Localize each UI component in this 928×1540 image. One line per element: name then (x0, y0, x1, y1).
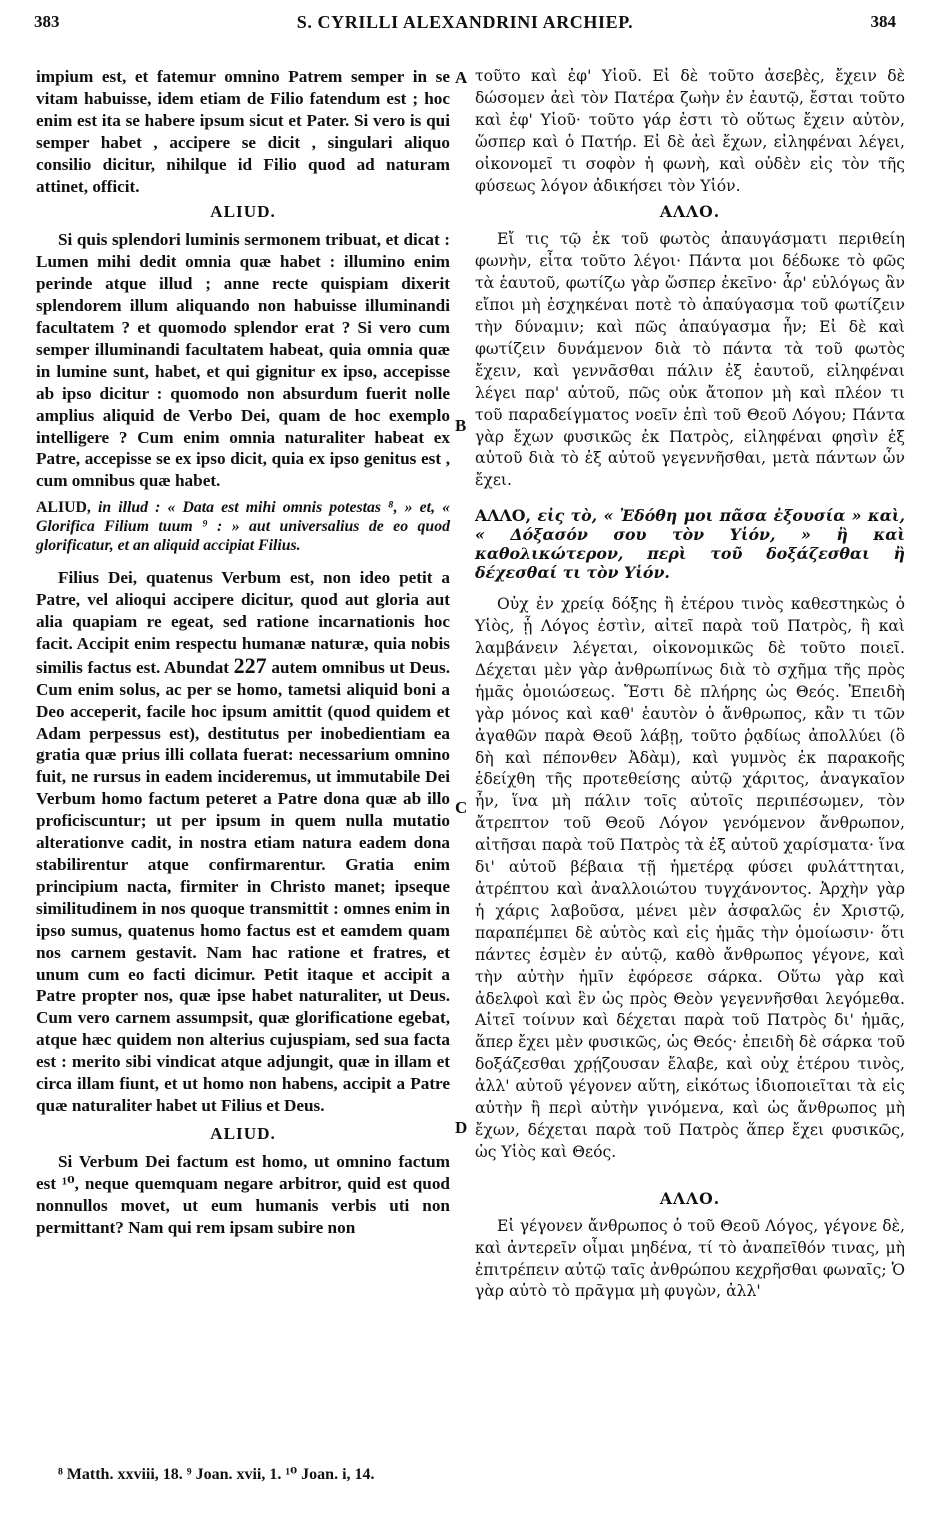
greek-paragraph-1: τοῦτο καὶ ἐφ' Υἱοῦ. Εἰ δὲ τοῦτο ἀσεβὲς, ἔχειν δὲ δώσομεν ἀεὶ τὸν Πατέρα ζωὴν ἐν ἑαυτῷ, ἔσται τοῦτο καὶ ἐφ' Υἱοῦ· τοῦτο γάρ ἐστι τὸ οὕτως ἔχειν αὐτὸν, ὥσπερ καὶ ὁ Πατήρ. Εἰ δὲ ἀεὶ ἔχων, εἰληφέναι λέγει, οἰκονομεῖ τι σοφὸν ἡ φωνὴ, καὶ οὐδὲν εἰς τὸν τῆς φύσεως λόγον ἀδικήσει τὸν Υἱόν. (475, 67, 905, 195)
latin-paragraph-1: impium est, et fatemur omnino Patrem semper in se vitam habuisse, idem etiam de Filio fatendum est ; hoc enim est ita se habere ipsum sicut et Pater. Si vero is qui semper habet , accipere se dicit , singulari aliquo consilio dicitur, nihilque id Filio quod ad naturam attinet, officit. (36, 67, 450, 196)
greek-section-label: ΑΛΛΟ, (475, 506, 532, 526)
page-number-left: 383 (34, 12, 60, 31)
greek-section-subject: εἰς τὸ, « Ἐδόθη μοι πᾶσα ἐξουσία » καὶ, « Δόξασόν σου τὸν Υἱόν, » ἢ καὶ καθολικώτερον, περὶ τοῦ δοξάζεσθαι ἢ δέχεσθαί τι τὸν Υἱόν. (475, 506, 905, 583)
page-number-right: 384 (870, 12, 896, 31)
greek-paragraph-3: Οὐχ ἐν χρείᾳ δόξης ἢ ἑτέρου τινὸς καθεστηκὼς ὁ Υἱὸς, ᾗ Λόγος ἐστὶν, αἰτεῖ παρὰ τοῦ Πατρὸς, ἢ καὶ λαμβάνειν λέγεται, οἰκονομικῶς δὲ τοῦτο ποιεῖ. Δέχεται μὲν γὰρ ἀνθρωπίνως διὰ τὸ σχῆμα τῆς πρὸς ἡμᾶς ὁμοιώσεως. Ἔστι δὲ πλήρης ὡς Θεός. Ἐπειδὴ γὰρ μόνος καὶ καθ' ἑαυτὸν ὁ ἄνθρωπος, κἂν τι τῶν ἀγαθῶν παρὰ Θεοῦ λάβῃ, τοῦτο ῥᾳδίως ἀπολλύει (ὃ δὴ καὶ πέπονθεν Ἀδὰμ), καὶ γυμνὸς ἐκ παρακοῆς ἐδείχθη τῆς προτεθείσης αὐτῷ χάριτος, ἀναγκαῖον ἦν, ἵνα μὴ πάλιν τοῖς αὐτοῖς περιπέσωμεν, τὸν ἄτρεπτον τοῦ Θεοῦ Λόγον γενόμενον ἄνθρωπον, αἰτῆσαι παρὰ τοῦ Πατρὸς τὰ ἐξ αὐτοῦ χαρίσματα· ἵνα δι' αὐτοῦ βέβαια τῇ ἡμετέρᾳ φύσει φυλάττηται, ἀτρέπτου καὶ ἀναλλοιώτου τυγχάνοντος. Ἀρχὴν γὰρ ἡ χάρις λαβοῦσα, μένει μὲν ἀσφαλῶς ἐν Χριστῷ, παραπέμπει δὲ αὐτὸς καὶ εἰς ἡμᾶς τὴν ὁμοίωσιν· ὅτι πάντες ἐσμὲν ἐν αὐτῷ, καθὸ ἄνθρωπος γέγονε, καὶ τὴν αὐτὴν ἡμῖν ἐφόρεσε σάρκα. Οὕτω γὰρ καὶ ἀδελφοὶ καὶ ἓν ὡς πρὸς Θεὸν γεγεννῆσθαι λεγόμεθα. Αἰτεῖ τοίνυν καὶ δέχεται παρὰ τοῦ Πατρὸς δι' ἡμᾶς, ἅπερ ἔχει μὲν φυσικῶς, ὡς Θεός· ἐπειδὴ δὲ σάρκα τοῦ δοξάζεσθαι χρῄζουσαν ἔλαβε, καὶ οὐχ ἑτέρου τινὸς, ἀλλ' αὐτοῦ γέγονεν αὕτη, εἰκότως ἰδιοποιεῖται τὰ εἰς αὐτὴν ἢ περὶ αὐτὴν γινόμενα, καὶ ὡς ἄνθρωπος μὴ ἔχων, δέχεται παρὰ τοῦ Πατρὸς ἅπερ ἔχει φυσικῶς, ὡς Υἱὸς καὶ Θεός. (475, 595, 906, 1161)
margin-marker-b: B (455, 416, 467, 435)
latin-paragraph-2: Si quis splendori luminis sermonem tribuat, et dicat : Lumen mihi dedit omnia quæ habet : illumino enim perinde atque illud ; anne recte quispiam dixerit splendorem illum aliquando non habuisse illuminandi facultatem ? et quomodo splendor erat ? Si vero cum semper illuminandi facultatem habeat, quia omnia quæ in lumine sunt, habet, et qui gignitur ex ipso, accepisse ab ipso dicitur : quomodo non absurdum fuerit nolle amplius aliquid de Verbo Dei, quam de hoc exemplo intelligere ? Cum enim omnia naturaliter habeat ex Patre, accepisse se ex ipso dicit, quia ex ipso genitus est , cum omnibus quæ habet. (36, 230, 450, 491)
margin-marker-a: A (455, 68, 468, 87)
latin-section-subject: in illud : « Data est mihi omnis potestas ⁸, » et, « Glorifica Filium tuum ⁹ : » aut universalius de eo quod glorificatur, et an aliquid accipiat Filius. (36, 499, 450, 555)
running-title: S. CYRILLI ALEXANDRINI ARCHIEP. (296, 12, 634, 32)
page-header (34, 12, 896, 38)
latin-paragraph-4: Si Verbum Dei factum est homo, ut omnino factum est ¹⁰, neque quemquam negare arbitror, quid est quod nonnullos movet, ut eum humanis verbis uti non permittant? Nam qui rem ipsam subire non (36, 1151, 450, 1237)
margin-marker-d: D (455, 1118, 468, 1137)
greek-paragraph-2: Εἴ τις τῷ ἐκ τοῦ φωτὸς ἀπαυγάσματι περιθείη φωνὴν, εἶτα τοῦτο λέγοι· Πάντα μοι δέδωκε τὸ φῶς τὰ ἑαυτοῦ, φωτίζω γὰρ ὥσπερ ἐκεῖνο· ἆρ' εὐλόγως ἂν εἴποι μὴ ἐσχηκέναι ποτὲ τὸ ἀπαύγασμα τοῦ φωτίζειν τὴν δύναμιν; καὶ πῶς ἀπαύγασμα ἦν; Εἰ δὲ καὶ φωτίζειν δυνάμενον διὰ τὸ πάντα τὰ τοῦ φωτὸς ἔχειν, καὶ γεννᾶσθαι πάλιν ἐξ ἑαυτοῦ, εἰληφέναι λέγει παρ' αὐτοῦ, πῶς οὐκ ἄτοπον μὴ καὶ πλέον τι τοῦ παραδείγματος νοεῖν ἐπὶ τοῦ Θεοῦ Λόγου; Πάντα γὰρ ἔχων φυσικῶς ἐκ Πατρὸς, εἰληφέναι φησὶν ἐξ αὐτοῦ διὰ τὸ ἐξ αὐτοῦ γεγεννῆσθαι, μετὰ πάντων ὧν ἔχει. (475, 230, 905, 490)
latin-section-label: ALIUD, (36, 499, 91, 517)
latin-paragraph-3b: autem omnibus ut Deus. Cum enim solus, ac per se homo, tametsi aliquid boni a Deo acceperit, facile hoc ipsum amittit (quod quidem et Adam perpessus est), destitutus per inobedientiam ea gratia quæ prius illi collata fuerat: necessarium omnino fuit, ne rursus in eadem incideremus, ut immutabile Dei Verbum homo factum peteret a Patre dona quæ ab illo proficiscuntur; ut per ipsum in quem nulla mutatio alterationve cadit, in nostra etiam natura eadem dona stabilirentur atque confirmarentur. Gratia enim principium nacta, firmiter in Christo manet; ipseque similitudinem in nos quoque transmittit : omnes enim in ipso sumus, quatenus homo factus est et eamdem quam nos carnem gestavit. Nam hac ratione et fratres, et unum cum eo facti dicimur. Petit itaque et accipit a Patre propter nos, quæ ipse habet naturaliter, ut Deus. Cum vero carnem assumpsit, quæ glorificatione egebat, atque hæc quidem non alterius cujuspiam, sed sua facta est : merito sibi vindicat atque adjungit, quæ in illam et circa illam fiunt, et ut homo non habens, accipit a Patre quæ naturaliter habet ut Filius et Deus. (36, 657, 451, 1115)
greek-heading-allo-2: ΑΛΛΟ. (659, 1188, 721, 1208)
greek-heading-allo-1: ΑΛΛΟ. (659, 202, 721, 222)
latin-heading-aliud-1: ALIUD. (210, 202, 276, 222)
footnotes: ⁸ Matth. xxviii, 18. ⁹ Joan. xvii, 1. ¹⁰ Joan. i, 14. (58, 1466, 375, 1483)
latin-column (36, 66, 450, 1238)
edition-page-number: 227 (233, 652, 267, 678)
latin-paragraph-3a: Filius Dei, quatenus Verbum est, non ideo petit a Patre, vel alioqui accipere dicitur, quod aut gloria aut alia quapiam re egeat, sed ratione incarnationis hoc facit. Accipit enim respectu humanæ naturæ, quia nobis similis factus est. Abundat (36, 568, 450, 677)
greek-paragraph-4: Εἰ γέγονεν ἄνθρωπος ὁ τοῦ Θεοῦ Λόγος, γέγονε δὲ, καὶ ἀντερεῖν οἶμαι μηδένα, τί τὸ ἀναπεῖθόν τινας, μὴ ἐπιτρέπειν αὐτῷ ταῖς ἀνθρώπου κεχρῆσθαι φωναῖς; Ὁ γὰρ αὐτὸ τὸ πρᾶγμα μὴ φυγὼν, ἀλλ' (475, 1216, 905, 1301)
greek-section-title (475, 506, 905, 582)
latin-paragraph-3 (36, 567, 450, 1117)
latin-section-title (36, 498, 450, 555)
latin-heading-aliud-2: ALIUD. (210, 1123, 276, 1143)
greek-column (475, 66, 905, 1303)
margin-marker-c: C (455, 798, 468, 817)
